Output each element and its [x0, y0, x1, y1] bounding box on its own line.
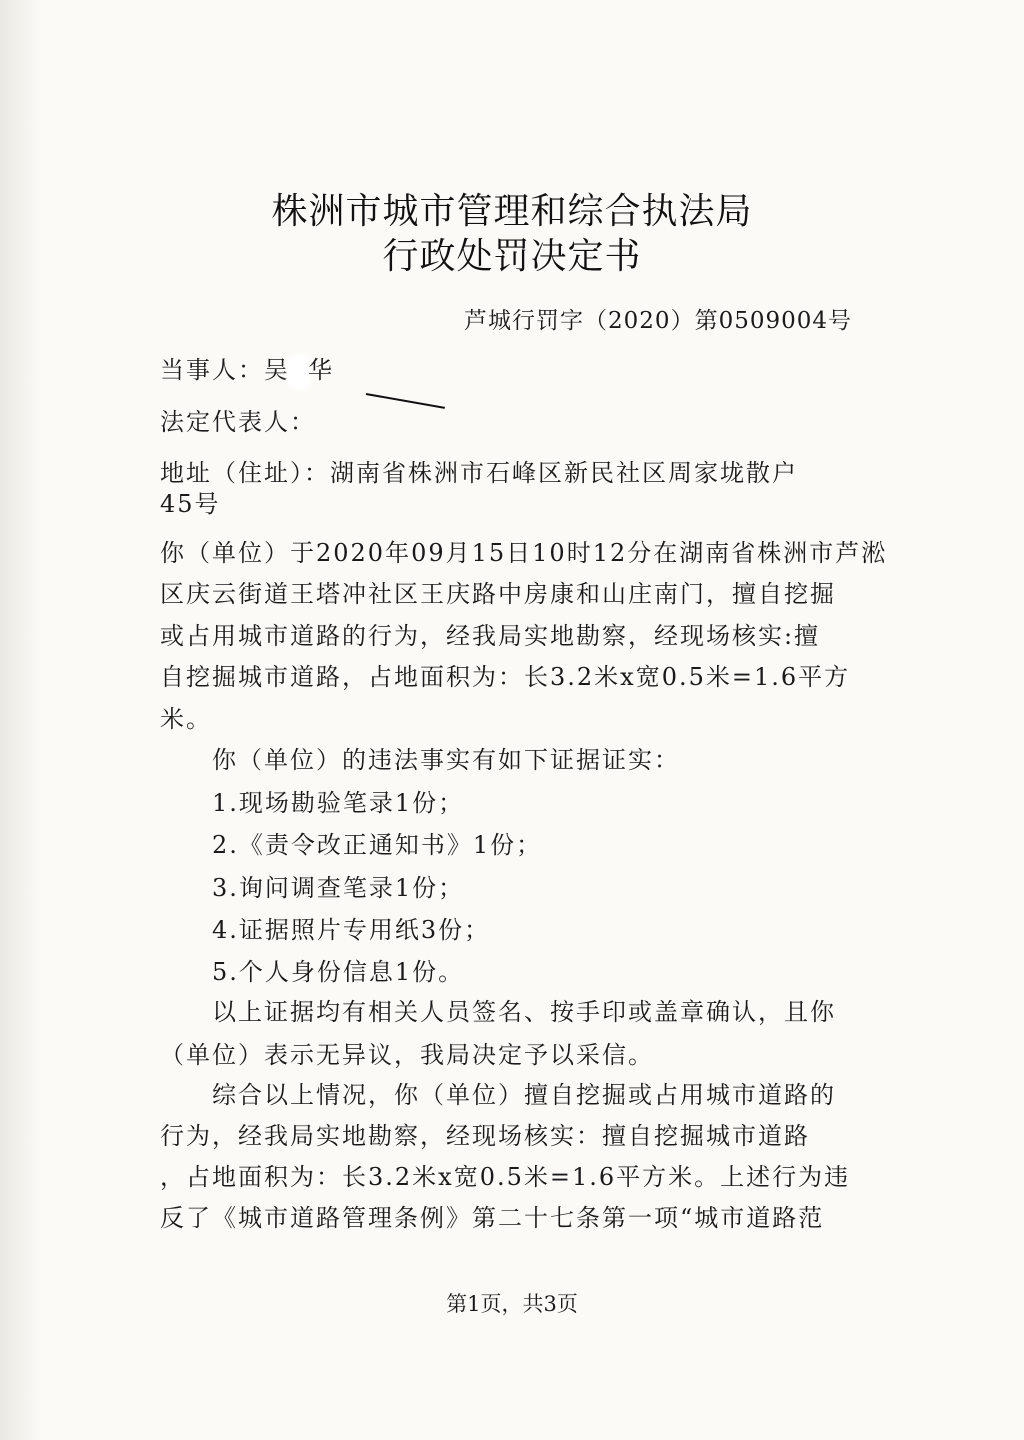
document-number: 芦城行罚字（2020）第0509004号 — [464, 308, 852, 334]
summary-line: 反了《城市道路管理条例》第二十七条第一项“城市道路范 — [160, 1204, 825, 1232]
summary-line: 行为，经我局实地勘察，经现场核实：擅自挖掘城市道路 — [160, 1122, 810, 1150]
document-title-agency: 株洲市城市管理和综合执法局 — [271, 191, 753, 232]
evidence-conclusion-line: （单位）表示无异议，我局决定予以采信。 — [160, 1041, 654, 1069]
facts-line: 区庆云街道王塔冲社区王庆路中房康和山庄南门，擅自挖掘 — [160, 580, 836, 608]
address-row-cont: 45号 — [160, 490, 221, 518]
redacted-character — [290, 357, 308, 387]
address-row — [160, 453, 798, 488]
party-name-last: 华 — [308, 356, 334, 384]
address-label: 地址（住址）： — [160, 459, 330, 487]
evidence-item: 5.个人身份信息1份。 — [212, 958, 465, 986]
facts-line: 米。 — [160, 705, 212, 733]
facts-line: 自挖掘城市道路，占地面积为：长3.2米x宽0.5米=1.6平方 — [160, 663, 851, 691]
blank-strike-line — [366, 393, 445, 409]
party-name-label: 当事人： — [160, 356, 264, 384]
party-name-first: 吴 — [264, 356, 290, 384]
document-title-type: 行政处罚决定书 — [382, 236, 642, 277]
legal-rep-label: 法定代表人： — [160, 408, 316, 436]
page-indicator: 第1页，共3页 — [446, 1292, 578, 1316]
facts-line: 你（单位）于2020年09月15日10时12分在湖南省株洲市芦淞 — [160, 539, 888, 567]
address-value: 湖南省株洲市石峰区新民社区周家垅散户 — [330, 459, 798, 487]
evidence-item: 4.证据照片专用纸3份； — [212, 916, 491, 944]
evidence-conclusion-line: 以上证据均有相关人员签名、按手印或盖章确认，且你 — [212, 998, 836, 1026]
evidence-item: 3.询问调查笔录1份； — [212, 874, 465, 902]
evidence-intro: 你（单位）的违法事实有如下证据证实： — [212, 746, 680, 774]
facts-line: 或占用城市道路的行为，经我局实地勘察，经现场核实:擅 — [160, 622, 821, 650]
evidence-item: 1.现场勘验笔录1份； — [212, 789, 465, 817]
summary-line: 综合以上情况，你（单位）擅自挖掘或占用城市道路的 — [212, 1081, 836, 1109]
legal-rep-row — [160, 402, 316, 437]
party-name-row — [160, 350, 334, 387]
evidence-item: 2.《责令改正通知书》1份； — [212, 831, 543, 859]
summary-line: ，占地面积为：长3.2米x宽0.5米=1.6平方米。上述行为违 — [160, 1163, 851, 1191]
